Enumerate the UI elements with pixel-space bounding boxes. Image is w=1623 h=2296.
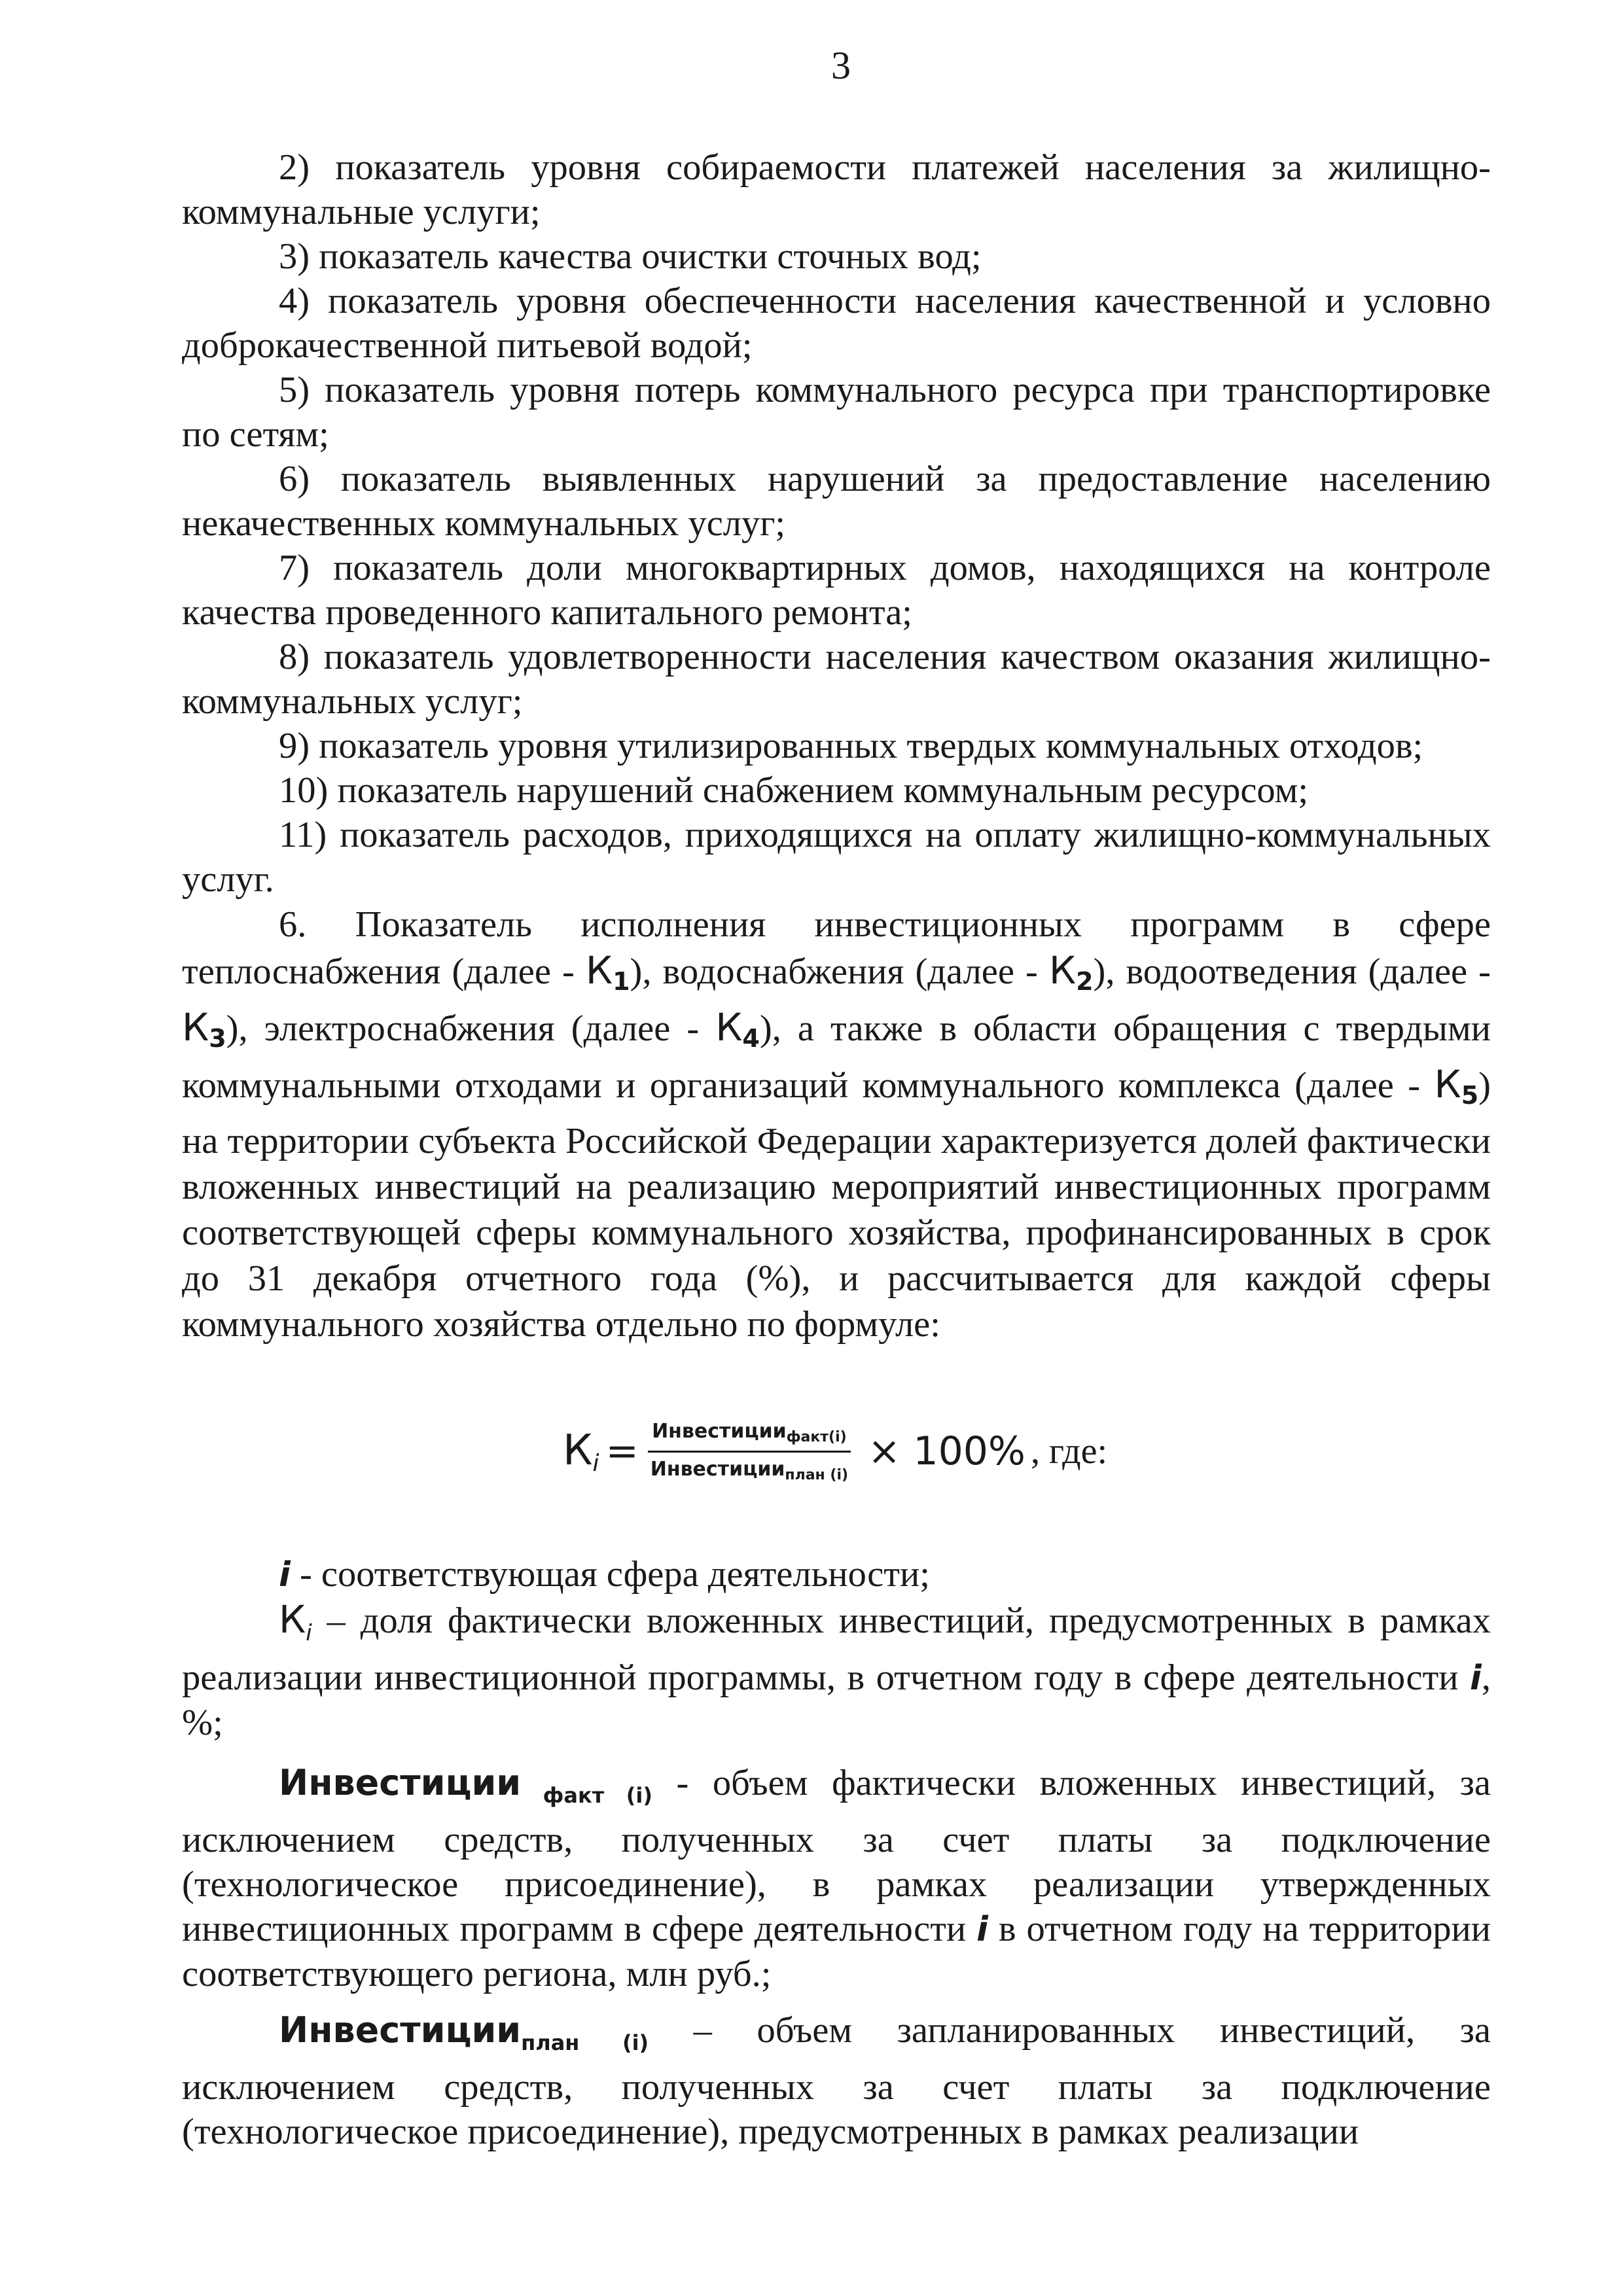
def-fact: [182, 1761, 1491, 1996]
def-plan-text: – объем запланированных инвестиций, за исключением средств, полученных за счет платы за подключение (технологическое присоединение), предусмотренных в рамках реализации: [182, 2010, 1491, 2152]
def-k-subscript: i: [306, 1620, 312, 1646]
para6-text-5: ), а также в области обращения с твердыми коммунальными отходами и организаций коммунального комплекса (далее -: [182, 1008, 1491, 1106]
formula-lhs-symbol: К: [563, 1426, 593, 1475]
def-plan-term: Инвестиции: [279, 2009, 522, 2051]
formula-lhs: [563, 1426, 599, 1477]
denominator-subscript: план (i): [785, 1466, 849, 1483]
def-fact-i: i: [976, 1910, 988, 1949]
k4-symbol: К: [715, 1005, 743, 1050]
para6-text-2: ), водоснабжения (далее -: [630, 951, 1049, 992]
k4-subscript: 4: [742, 1024, 760, 1053]
list-item-4: 4) показатель уровня обеспеченности населения качественной и условно доброкачественной питьевой водой;: [182, 281, 1491, 366]
def-plan-subscript: план (i): [521, 2030, 649, 2055]
def-k-symbol: К: [279, 1597, 306, 1642]
k3-symbol: К: [182, 1005, 209, 1050]
numerator-subscript: факт(i): [786, 1428, 847, 1445]
para6-text-4: ), электроснабжения (далее -: [226, 1008, 716, 1049]
def-k: [182, 1597, 1491, 1745]
formula-numerator: [648, 1420, 851, 1453]
list-item-7: 7) показатель доли многоквартирных домов, находящихся на контроле качества проведенного капитального ремонта;: [182, 548, 1491, 633]
formula-equals: =: [605, 1428, 639, 1474]
list-item-9: 9) показатель уровня утилизированных твердых коммунальных отходов;: [279, 726, 1423, 766]
list-item-8: 8) показатель удовлетворенности населения качеством оказания жилищно-коммунальных услуг;: [182, 637, 1491, 722]
formula-tail: , где:: [1030, 1431, 1108, 1472]
definitions: [182, 1552, 1491, 2154]
para6-text-3: ), водоотведения (далее -: [1093, 951, 1491, 992]
def-k-text: – доля фактически вложенных инвестиций, предусмотренных в рамках реализации инвестиционной программы, в отчетном году в сфере деятельности: [182, 1600, 1491, 1698]
def-i-text: - соответствующая сфера деятельности;: [290, 1554, 930, 1595]
numerator-term: Инвестиции: [652, 1419, 787, 1443]
k1-subscript: 1: [613, 967, 630, 996]
def-i: [182, 1552, 1491, 1597]
list-item-11: 11) показатель расходов, приходящихся на оплату жилищно-коммунальных услуг.: [182, 815, 1491, 900]
para6-text-6: ) на территории субъекта Российской Федерации характеризуется долей фактически вложенных инвестиций на реализацию мероприятий инвестиционных программ соответствующей сферы коммунального хозяйства, профинансированных в срок до 31 декабря отчетного года (%), и рассчитывается для каждой сферы коммунального хозяйства отдельно по формуле:: [182, 1065, 1491, 1345]
formula-lhs-subscript: i: [592, 1449, 599, 1477]
def-fact-text-a: - объем фактически вложенных инвестиций, за исключением средств, полученных за счет платы за подключение (технологическое присоединение), в рамках реализации утвержденных инвестиционных программ в сфере деятельности: [182, 1763, 1491, 1949]
def-i-symbol: i: [279, 1555, 291, 1595]
formula: [563, 1399, 1107, 1504]
k5-subscript: 5: [1461, 1081, 1479, 1110]
def-fact-subscript: факт (i): [521, 1783, 653, 1808]
list-item-2: 2) показатель уровня собираемости платежей населения за жилищно-коммунальные услуги;: [182, 147, 1491, 232]
list-item-3: 3) показатель качества очистки сточных вод;: [279, 236, 982, 277]
paragraph-6: [182, 902, 1491, 1347]
list-item-6: 6) показатель выявленных нарушений за предоставление населению некачественных коммунальных услуг;: [182, 459, 1491, 544]
formula-fraction: [647, 1420, 852, 1483]
list-item-10: 10) показатель нарушений снабжением коммунальным ресурсом;: [279, 770, 1309, 811]
list-item-5: 5) показатель уровня потерь коммунального ресурса при транспортировке по сетям;: [182, 370, 1491, 455]
k1-symbol: К: [585, 948, 613, 993]
formula-multiplier: × 100%: [868, 1428, 1026, 1474]
k2-symbol: К: [1048, 948, 1077, 993]
para6-text-1: 6. Показатель исполнения инвестиционных программ в сфере теплоснабжения (далее -: [182, 904, 1491, 992]
denominator-term: Инвестиции: [650, 1457, 785, 1481]
formula-denominator: [647, 1453, 852, 1483]
k2-subscript: 2: [1076, 967, 1094, 996]
def-k-i: i: [1470, 1659, 1482, 1698]
def-fact-term: Инвестиции: [279, 1762, 522, 1803]
def-fact-text-b: в отчетном году на территории соответствующего региона, млн руб.;: [182, 1909, 1491, 1994]
k5-symbol: К: [1434, 1062, 1461, 1106]
page-number: 3: [831, 44, 851, 87]
k3-subscript: 3: [209, 1024, 226, 1053]
document-body: [182, 145, 1491, 1347]
def-k-end: , %;: [182, 1657, 1491, 1743]
def-plan: [182, 2008, 1491, 2154]
